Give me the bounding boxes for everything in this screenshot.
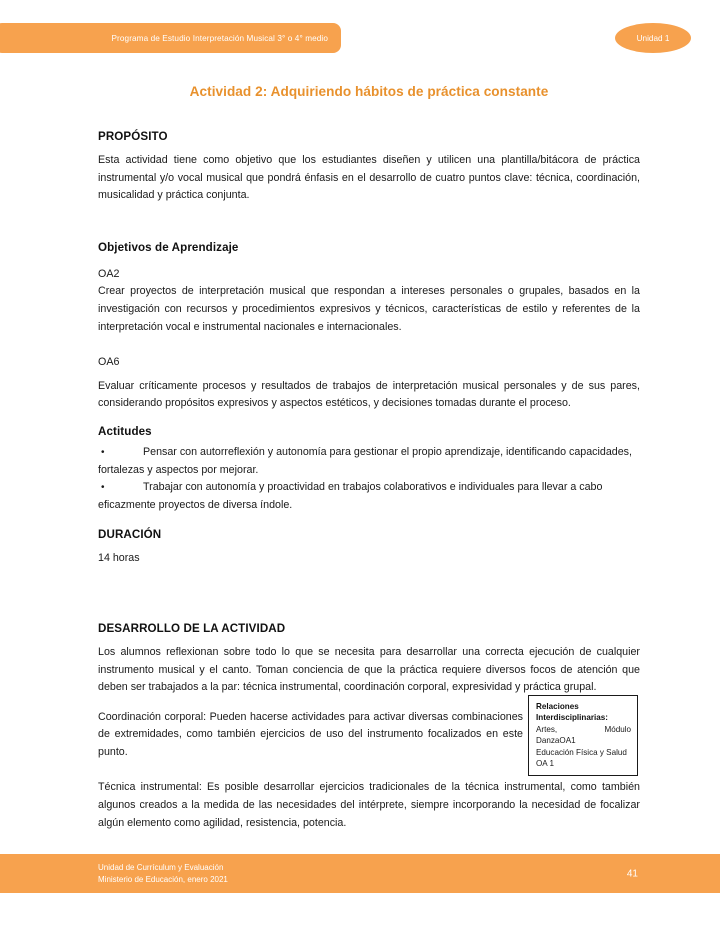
relaciones-box-row-edfisica: Educación Física y Salud xyxy=(536,747,627,757)
document-body xyxy=(98,130,640,832)
list-item xyxy=(98,479,640,514)
oa6-text: Evaluar críticamente procesos y resultados de trabajos de interpretación musical personales y de sus pares, considerando propósitos expresivos y aspectos estéticos, y decisiones tomadas durante el proceso. xyxy=(98,379,640,410)
relaciones-box-row-artes xyxy=(536,724,631,735)
unit-badge xyxy=(615,23,691,53)
oa2-code: OA2 xyxy=(98,267,120,280)
footer-line-1: Unidad de Currículum y Evaluación xyxy=(98,862,224,872)
program-header-bar xyxy=(0,23,341,53)
paragraph-desarrollo-3: Técnica instrumental: Es posible desarrollar ejercicios tradicionales de la técnica instrumental, como también algunos creados a la medida de las necesidades del intérprete, siempre incorporando la necesidad de focalizar algún elemento como agilidad, resistencia, potencia. xyxy=(98,781,640,829)
duracion-value: 14 horas xyxy=(98,552,140,565)
heading-objetivos: Objetivos de Aprendizaje xyxy=(98,240,239,254)
oa6-code: OA6 xyxy=(98,356,120,369)
relaciones-box-title-line2: Interdisciplinarias: xyxy=(536,713,608,723)
relaciones-box-title-line1: Relaciones xyxy=(536,701,579,711)
heading-proposito: PROPÓSITO xyxy=(98,130,168,143)
relaciones-box-artes-label: Artes, xyxy=(536,724,558,734)
heading-duracion: DURACIÓN xyxy=(98,528,162,542)
unit-badge-label: Unidad 1 xyxy=(636,33,670,43)
bullet-icon: • xyxy=(101,446,105,458)
list-item-text: Trabajar con autonomía y proactividad en trabajos colaborativos e individuales para llevar a cabo eficazmente proyectos de diversa índole. xyxy=(98,481,603,511)
footer-line-2: Ministerio de Educación, enero 2021 xyxy=(98,874,228,884)
heading-desarrollo: DESARROLLO DE LA ACTIVIDAD xyxy=(98,621,286,635)
paragraph-proposito: Esta actividad tiene como objetivo que los estudiantes diseñen y utilicen una plantilla/bitácora de práctica instrumental y/o vocal musical que pondrá énfasis en el desarrollo de cuatro puntos clave: técnica, coordinación, musicalidad y práctica conjunta. xyxy=(98,154,640,202)
relaciones-box-row-oa1: OA 1 xyxy=(536,758,554,768)
relaciones-box-row-danza: DanzaOA1 xyxy=(536,736,576,746)
heading-actitudes: Actitudes xyxy=(98,424,152,438)
program-header-label: Programa de Estudio Interpretación Musical 3° o 4° medio xyxy=(111,33,328,43)
activity-title: Actividad 2: Adquiriendo hábitos de práctica constante xyxy=(189,84,549,99)
bullet-icon: • xyxy=(101,482,105,494)
list-item xyxy=(98,444,640,479)
desarrollo-block xyxy=(98,644,640,832)
page-number: 41 xyxy=(626,868,638,879)
oa2-text: Crear proyectos de interpretación musical que respondan a intereses personales o grupales, basados en la investigación con recursos y procedimientos expresivos y técnicos, características de estilo y referentes de la interpretación vocal e instrumental nacionales e internacionales. xyxy=(98,285,640,333)
list-item-text: Pensar con autorreflexión y autonomía para gestionar el propio aprendizaje, identificando capacidades, fortalezas y aspectos por mejorar. xyxy=(98,445,632,476)
relaciones-box-modulo-label: Módulo xyxy=(604,724,631,734)
page-footer-bar xyxy=(0,854,720,893)
relaciones-interdisciplinarias-box xyxy=(528,695,638,776)
paragraph-desarrollo-1: Los alumnos reflexionan sobre todo lo que se necesita para desarrollar una correcta ejecución de cualquier instrumento musical y el canto. Toman conciencia de que la práctica requiere diversos focos de atención que deben ser trabajados a la par: técnica instrumental, coordinación corporal, expresividad y práctica grupal. xyxy=(98,645,640,694)
footer-organization xyxy=(98,862,228,886)
paragraph-desarrollo-2: Coordinación corporal: Pueden hacerse actividades para activar diversas combinaciones de extremidades, como también ejercicios de uso del instrumento focalizados en este punto. xyxy=(98,710,523,758)
